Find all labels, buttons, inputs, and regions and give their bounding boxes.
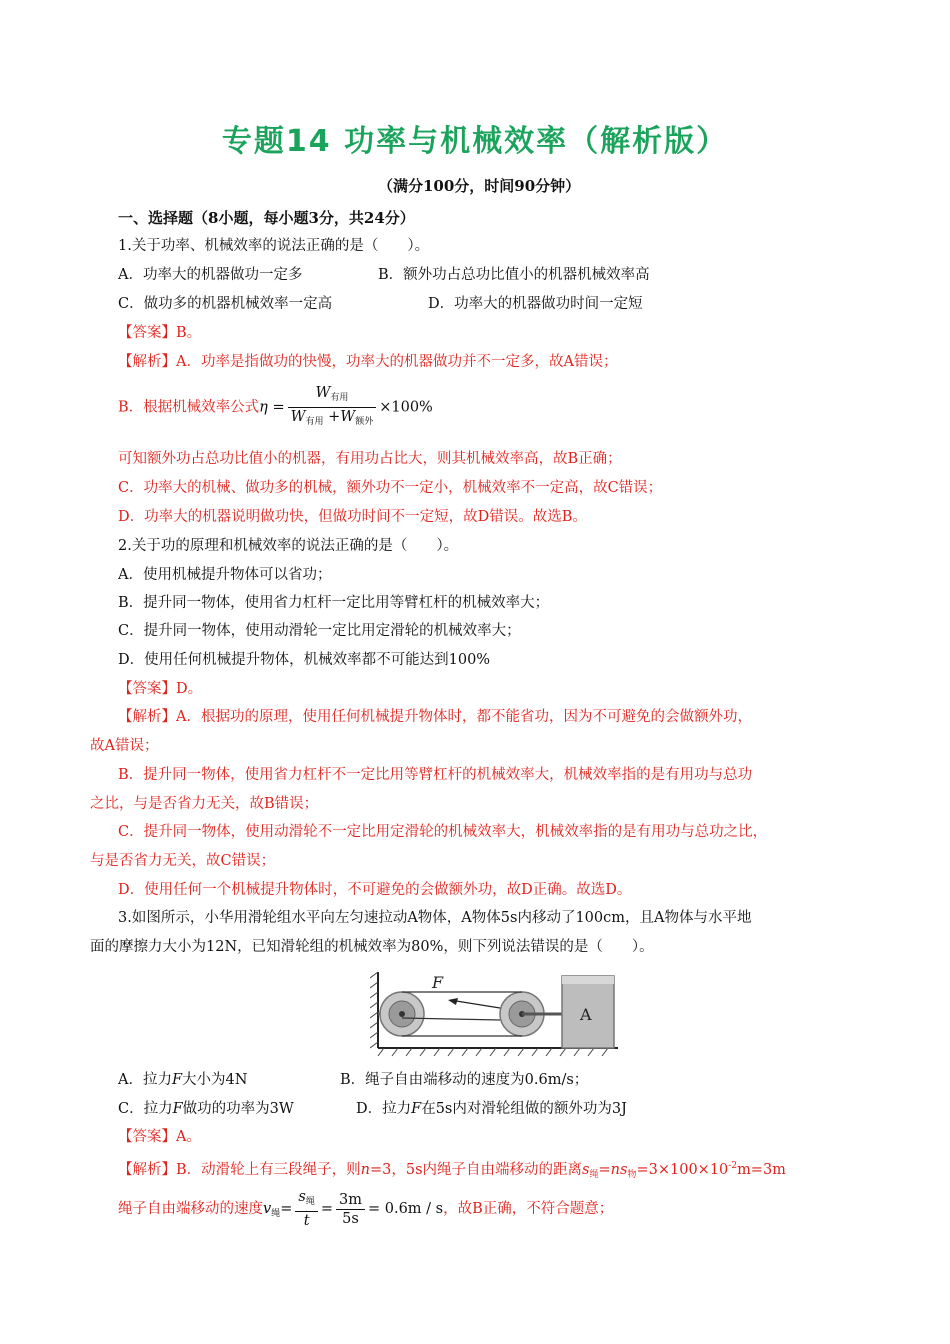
q1-option-c: C．做功多的机器机械效率一定高 bbox=[118, 296, 333, 312]
q2-analysis-d: D．使用任何一个机械提升物体时，不可避免的会做额外功，故D正确。故选D。 bbox=[118, 882, 632, 898]
page-title: 专题14 功率与机械效率（解析版） bbox=[221, 124, 729, 159]
wall-hatching bbox=[370, 972, 378, 1048]
q2-analysis-a-2: 故A错误； bbox=[90, 738, 159, 754]
q3-analysis-b-1: 【解析】B．动滑轮上有三段绳子，则n=3，5s内绳子自由端移动的距离$s_绳=ns_物=3\times 100\times 10^{-2}m=3m$ bbox=[118, 1161, 786, 1180]
q2-option-c: C．提升同一物体，使用动滑轮一定比用定滑轮的机械效率大； bbox=[118, 623, 521, 639]
q2-analysis-b-2: 之比，与是否省力无关，故B错误； bbox=[90, 796, 319, 812]
q3-option-c: C．拉力F做功的功率为3W bbox=[118, 1101, 294, 1117]
q1-answer: 【答案】B。 bbox=[118, 325, 202, 341]
q3-stem-2: 面的摩擦力大小为12N，已知滑轮组的机械效率为80%，则下列说法错误的是（ ）。 bbox=[90, 939, 654, 955]
q2-stem: 2.关于功的原理和机械效率的说法正确的是（ ）。 bbox=[118, 538, 459, 554]
block-a-label: A bbox=[580, 1005, 592, 1024]
q3-option-d: D．拉力F在5s内对滑轮组做的额外功为3J bbox=[356, 1101, 627, 1117]
q1-analysis-b: B．根据机械效率公式 bbox=[118, 399, 260, 416]
q1-analysis-4: C．功率大的机械、做功多的机械，额外功不一定小，机械效率不一定高，故C错误； bbox=[118, 480, 663, 496]
q3-option-b: B．绳子自由端移动的速度为0.6m/s； bbox=[340, 1072, 589, 1088]
q2-analysis-c-2: 与是否省力无关，故C错误； bbox=[90, 853, 276, 869]
q1-analysis-a: 【解析】A．功率是指做功的快慢，功率大的机器做功并不一定多，故A错误； bbox=[118, 354, 618, 370]
q1-option-a: A．功率大的机器做功一定多 bbox=[118, 267, 303, 283]
pulley-diagram bbox=[370, 968, 620, 1060]
q2-analysis-c-1: C．提升同一物体，使用动滑轮不一定比用定滑轮的机械效率大，机械效率指的是有用功与总功之比， bbox=[118, 824, 768, 840]
q1-analysis-3: 可知额外功占总功比值小的机器，有用功占比大，则其机械效率高，故B正确； bbox=[118, 451, 622, 467]
q1-stem: 1.关于功率、机械效率的说法正确的是（ ）。 bbox=[118, 238, 430, 254]
q2-analysis-b-1: B．提升同一物体，使用省力杠杆不一定比用等臂杠杆的机械效率大，机械效率指的是有用功与总功 bbox=[118, 767, 753, 783]
q1-analysis-5: D．功率大的机器说明做功快，但做功时间不一定短，故D错误。故选B。 bbox=[118, 509, 587, 525]
q2-analysis-a-1: 【解析】A．根据功的原理，使用任何机械提升物体时，都不能省功，因为不可避免的会做额外功， bbox=[118, 709, 752, 725]
q1-option-b: B．额外功占总功比值小的机器机械效率高 bbox=[378, 267, 650, 283]
pulley-figure bbox=[370, 968, 620, 1060]
ground-hatching bbox=[378, 1048, 608, 1056]
q3-analysis-b-2: 绳子自由端移动的速度$v_绳=$ $\frac{s_绳}{t}$ = $\frac{3m}{5s}$ = 0.6m / s，故B正确，不符合题意； bbox=[118, 1189, 614, 1229]
efficiency-formula: η = $\frac{W_{有用}}{W_{有用} +W_{额外}}$ ×100% bbox=[259, 385, 433, 427]
subtitle: （满分100分，时间90分钟） bbox=[378, 177, 581, 195]
q2-option-a: A．使用机械提升物体可以省功； bbox=[118, 567, 332, 583]
q3-option-a: A．拉力F大小为4N bbox=[118, 1072, 248, 1088]
q2-option-b: B．提升同一物体，使用省力杠杆一定比用等臂杠杆的机械效率大； bbox=[118, 595, 550, 611]
q2-answer: 【答案】D。 bbox=[118, 681, 203, 697]
q1-analysis-b-row bbox=[118, 384, 433, 431]
q3-answer: 【答案】A。 bbox=[118, 1129, 201, 1145]
section-heading: 一、选择题（8小题，每小题3分，共24分） bbox=[118, 209, 415, 227]
q3-stem-1: 3.如图所示，小华用滑轮组水平向左匀速拉动A物体，A物体5s内移动了100cm，且A物体与水平地 bbox=[118, 910, 752, 926]
q2-option-d: D．使用任何机械提升物体，机械效率都不可能达到100% bbox=[118, 652, 491, 668]
force-label: F bbox=[432, 973, 444, 992]
q1-option-d: D．功率大的机器做功时间一定短 bbox=[428, 296, 643, 312]
